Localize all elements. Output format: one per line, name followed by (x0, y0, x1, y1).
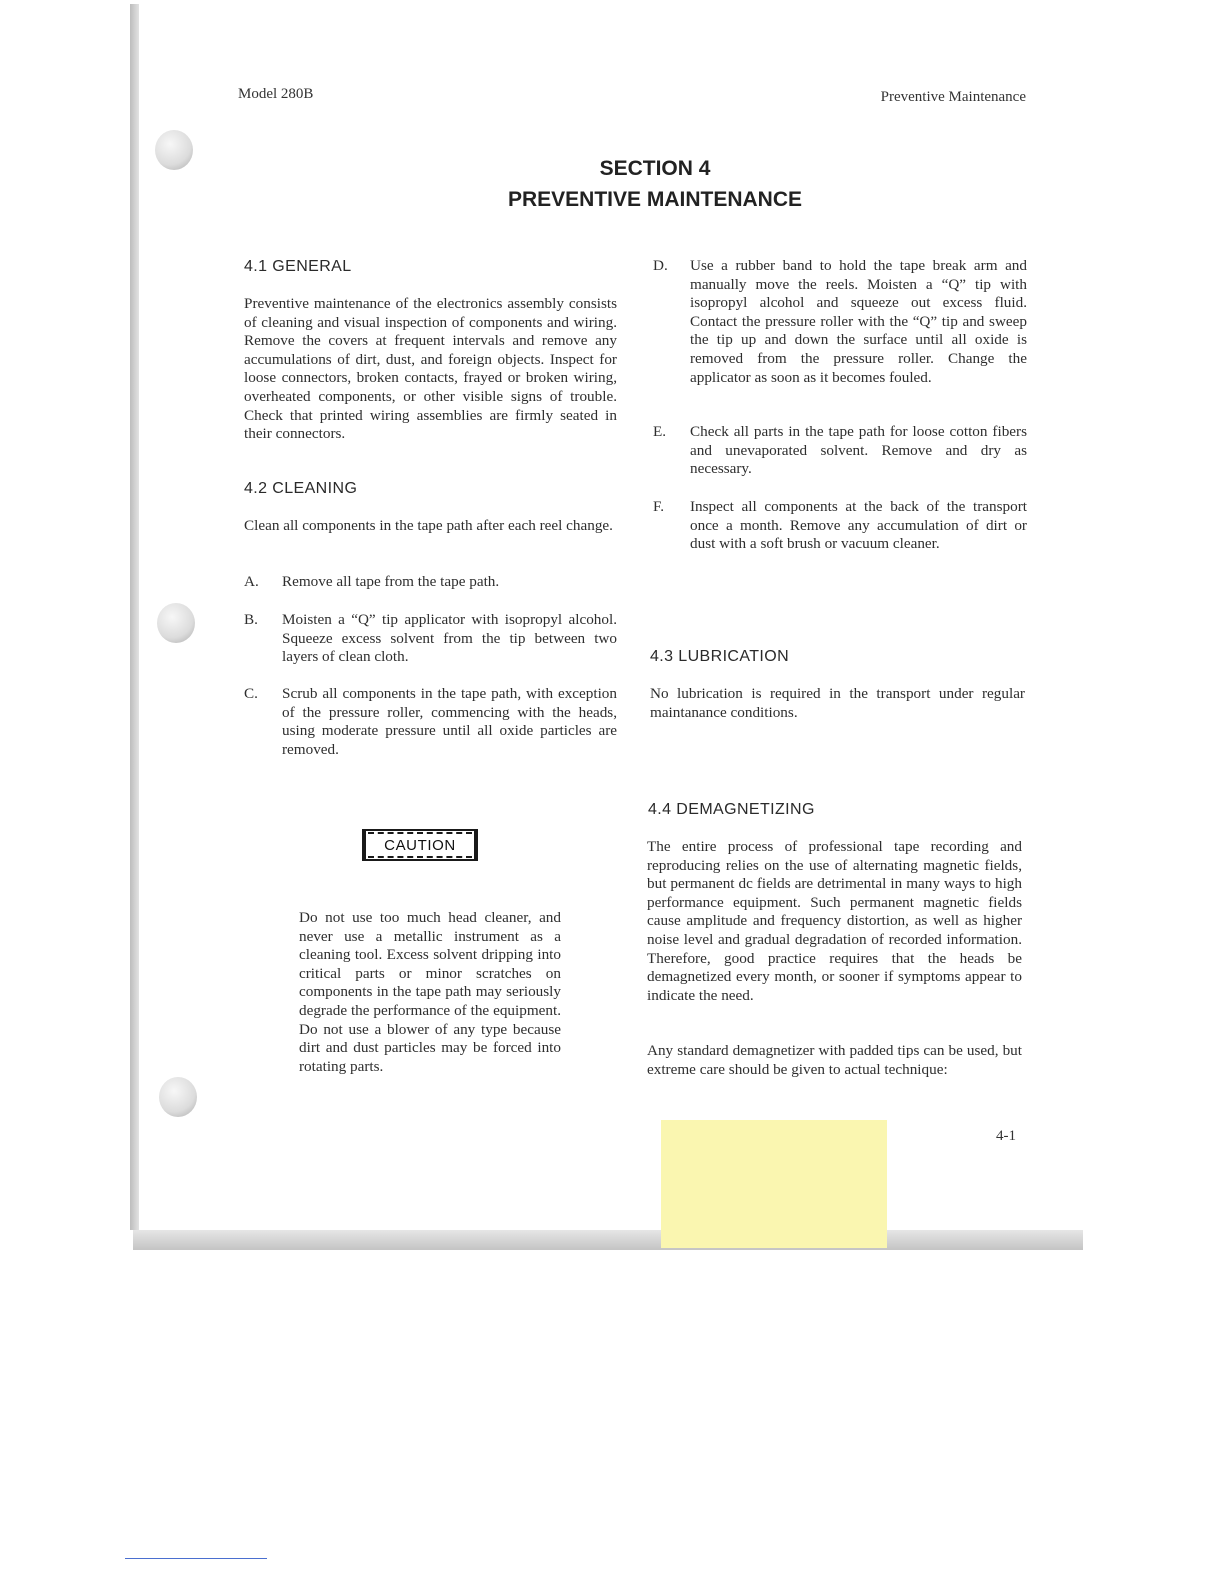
heading-cleaning: 4.2 CLEANING (244, 480, 358, 497)
item-label-b: B. (244, 611, 258, 628)
item-label-e: E. (653, 423, 667, 440)
cleaning-intro: Clean all components in the tape path after each reel change. (244, 517, 613, 534)
item-text-c: Scrub all components in the tape path, with exception of the pressure roller, commencing with the heads, using moderate pressure until all oxide particles are removed. (282, 685, 617, 758)
header-model: Model 280B (238, 86, 314, 102)
scan-left-edge (130, 4, 139, 1230)
demagnetizing-body-2: Any standard demagnetizer with padded tips can be used, but extreme care should be given to actual technique: (647, 1042, 1022, 1078)
binder-hole-icon (159, 1077, 197, 1117)
item-text-a: Remove all tape from the tape path. (282, 573, 500, 590)
item-text-e: Check all parts in the tape path for loose cotton fibers and unevaporated solvent. Remove and dry as necessary. (690, 423, 1027, 478)
item-label-d: D. (653, 257, 668, 274)
section-title: PREVENTIVE MAINTENANCE (507, 188, 803, 211)
lubrication-body: No lubrication is required in the transport under regular maintanance conditions. (650, 685, 1025, 721)
scan-bottom-edge (133, 1230, 1083, 1250)
heading-general: 4.1 GENERAL (244, 258, 352, 275)
sticky-note (661, 1120, 887, 1248)
binder-hole-icon (155, 130, 193, 170)
caution-box: CAUTION (362, 829, 478, 861)
binder-hole-icon (157, 603, 195, 643)
item-label-c: C. (244, 685, 258, 702)
heading-lubrication: 4.3 LUBRICATION (650, 648, 790, 665)
item-label-f: F. (653, 498, 665, 515)
general-body: Preventive maintenance of the electronics assembly consists of cleaning and visual inspection of components and wiring. Remove the covers at frequent intervals and remove any accumulations of dirt, dust, and foreign objects. Inspect for loose connectors, broken contacts, frayed or broken wiring, overheated components, or other visible signs of trouble. Check that printed wiring assemblies are firmly seated in their connectors. (244, 295, 617, 443)
demagnetizing-body-1: The entire process of professional tape recording and reproducing relies on the use of alternating magnetic fields, but permanent dc fields are detrimental in many ways to high performance equipment. Such permanent magnetic fields cause amplitude and frequency distortion, as well as higher noise level and gradual degradation of recorded information. Therefore, good practice requires that the heads be demagnetized every month, or sooner if symptoms appear to indicate the need. (647, 838, 1022, 1004)
item-label-a: A. (244, 573, 259, 590)
heading-demagnetizing: 4.4 DEMAGNETIZING (648, 801, 815, 818)
item-text-b: Moisten a “Q” tip applicator with isopropyl alcohol. Squeeze excess solvent from the tip between two layers of clean cloth. (282, 611, 617, 666)
item-text-f: Inspect all components at the back of the transport once a month. Remove any accumulation of dirt or dust with a soft brush or vacuum cleaner. (690, 498, 1027, 553)
header-section: Preventive Maintenance (880, 89, 1026, 105)
item-text-d: Use a rubber band to hold the tape break arm and manually move the reels. Moisten a “Q” tip with isopropyl alcohol and squeeze out excess fluid. Contact the pressure roller with the “Q” tip and sweep the tip up and down the surface until all oxide is removed from the pressure roller. Change the applicator as soon as it becomes fouled. (690, 257, 1027, 386)
bottom-rule (125, 1558, 267, 1559)
section-number: SECTION 4 (599, 157, 711, 180)
caution-text: Do not use too much head cleaner, and never use a metallic instrument as a cleaning tool. Excess solvent dripping into critical parts or minor scratches on components in the tape path may seriously degrade the performance of the equipment. Do not use a blower of any type because dirt and dust particles may be forced into rotating parts. (299, 909, 561, 1075)
page-number: 4-1 (996, 1128, 1016, 1144)
